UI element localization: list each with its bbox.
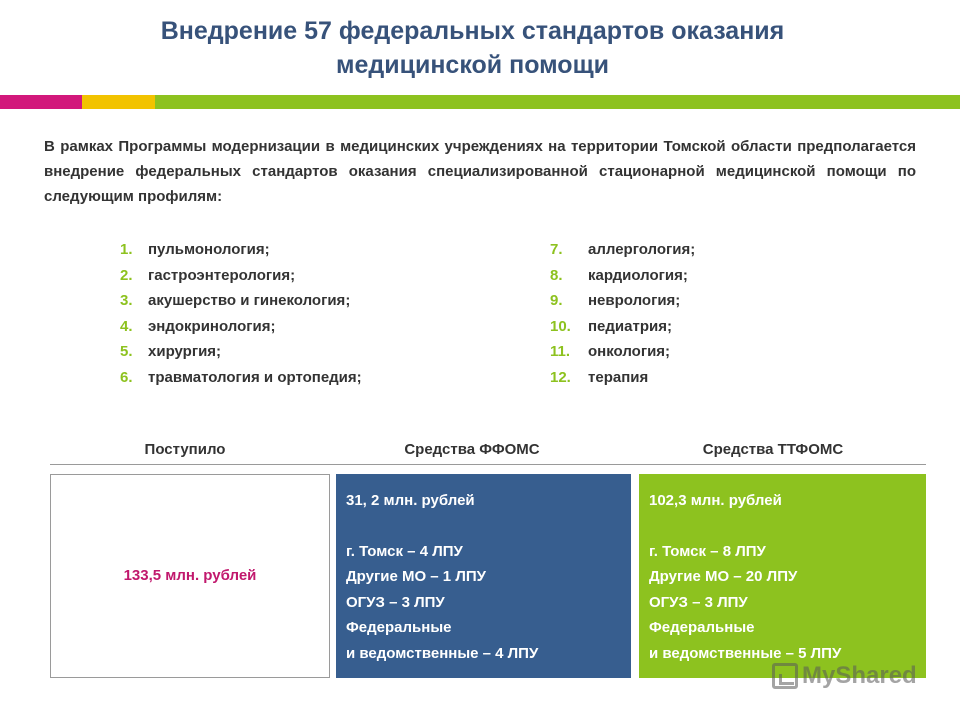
ffoms-line: Федеральные	[346, 619, 452, 637]
profile-label: хирургия;	[148, 343, 222, 360]
profile-label: пульмонология;	[148, 241, 270, 258]
profile-label: травматология и ортопедия;	[148, 368, 362, 386]
ttfoms-line: г. Томск – 8 ЛПУ	[649, 542, 766, 560]
ttfoms-line: Другие МО – 20 ЛПУ	[649, 568, 798, 586]
ttfoms-line: и ведомственные – 5 ЛПУ	[649, 644, 842, 662]
profile-label: аллергология;	[588, 241, 696, 258]
profile-number: 4.	[120, 317, 133, 335]
ffoms-line: г. Томск – 4 ЛПУ	[346, 542, 463, 560]
profile-item	[120, 237, 362, 263]
ffoms-line: Другие МО – 1 ЛПУ	[346, 568, 486, 586]
profile-label: терапия	[588, 368, 649, 386]
profile-number: 6.	[120, 368, 133, 386]
slide-title-line-2: медицинской помощи	[335, 51, 610, 79]
profile-number: 12.	[550, 368, 571, 386]
profile-number: 8.	[550, 266, 563, 284]
profile-number: 1.	[120, 241, 133, 258]
profile-label: эндокринология;	[148, 317, 276, 335]
ttfoms-amount: 102,3 млн. рублей	[649, 492, 782, 509]
profile-item	[550, 365, 695, 391]
ffoms-line: ОГУЗ – 3 ЛПУ	[346, 593, 445, 611]
profile-item	[550, 314, 695, 340]
header-divider	[50, 464, 926, 465]
ffoms-text	[346, 488, 538, 667]
profile-item	[120, 314, 362, 340]
ffoms-line: и ведомственные – 4 ЛПУ	[346, 644, 539, 662]
profile-item	[120, 339, 362, 365]
received-amount: 133,5 млн. рублей	[123, 567, 257, 584]
myshared-logo-icon	[772, 663, 798, 689]
profile-number: 3.	[120, 292, 133, 309]
profile-number: 5.	[120, 343, 133, 360]
stripe-yellow	[82, 95, 155, 109]
intro-paragraph: В рамках Программы модернизации в медицинских учреждениях на территории Томской области предполагается внедрение федеральных стандартов оказания специализированной стационарной медицинской помощи по следующим профилям:	[44, 138, 916, 205]
watermark-text: MyShared	[802, 662, 917, 689]
slide-title-line-1: Внедрение 57 федеральных стандартов оказания	[160, 17, 785, 45]
ttfoms-line: Федеральные	[649, 619, 755, 637]
column-header-ttfoms: Средства ТТФОМС	[702, 441, 844, 458]
profile-label: гастроэнтерология;	[148, 266, 296, 284]
profile-item	[550, 288, 695, 314]
profile-number: 2.	[120, 266, 133, 284]
profile-label: кардиология;	[588, 266, 688, 284]
slide-title	[0, 14, 945, 82]
profile-label: акушерство и гинекология;	[148, 292, 351, 309]
profiles-list-right	[550, 237, 695, 390]
column-header-ffoms: Средства ФФОМС	[404, 441, 540, 458]
profile-label: неврология;	[588, 292, 681, 309]
myshared-watermark	[772, 660, 922, 692]
profile-label: педиатрия;	[588, 317, 672, 335]
profile-item	[550, 263, 695, 289]
profile-number: 7.	[550, 241, 563, 258]
ttfoms-box	[639, 474, 926, 678]
profile-number: 10.	[550, 317, 571, 335]
ffoms-amount: 31, 2 млн. рублей	[346, 492, 475, 509]
profile-item	[120, 263, 362, 289]
column-header-received: Поступило	[144, 441, 226, 458]
ttfoms-text	[649, 488, 841, 667]
profile-number: 11.	[550, 343, 571, 360]
profile-label: онкология;	[588, 343, 671, 360]
profiles-list-left	[120, 237, 362, 390]
profile-number: 9.	[550, 292, 563, 309]
profile-item	[550, 339, 695, 365]
ttfoms-line: ОГУЗ – 3 ЛПУ	[649, 593, 748, 611]
stripe-green	[155, 95, 960, 109]
profile-item	[120, 288, 362, 314]
received-box	[50, 474, 330, 678]
stripe-magenta	[0, 95, 82, 109]
profile-item	[550, 237, 695, 263]
profile-item	[120, 365, 362, 391]
ffoms-box	[336, 474, 631, 678]
